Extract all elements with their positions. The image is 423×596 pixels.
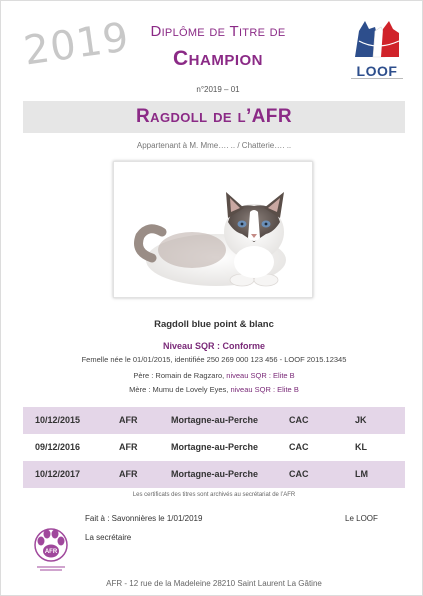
cat-name-title: Ragdoll de l’AFR: [136, 106, 292, 127]
afr-logo: [29, 521, 73, 573]
mother-name: Mère : Mumu de Lovely Eyes,: [129, 385, 231, 394]
result-club: AFR: [119, 442, 138, 452]
title-banner: [23, 101, 405, 133]
champion-title: Champion: [173, 47, 263, 70]
female-identification: Femelle née le 01/01/2015, identifiée 250 269 000 123 456 - LOOF 2015.12345: [81, 355, 347, 364]
father-sqr-level: niveau SQR : Elite B: [226, 371, 295, 380]
paw-icon: [29, 521, 73, 573]
table-row: [23, 434, 405, 461]
loof-logo: [349, 17, 405, 81]
table-row: [23, 461, 405, 488]
result-club: AFR: [119, 415, 138, 425]
result-title: CAC: [289, 415, 309, 425]
result-city: Mortagne-au-Perche: [171, 442, 259, 452]
father-name: Père : Romain de Ragzaro,: [133, 371, 227, 380]
mother-sqr-level: niveau SQR : Elite B: [230, 385, 299, 394]
result-date: 10/12/2015: [35, 415, 81, 425]
year-watermark: 2019: [21, 14, 133, 75]
result-date: 09/12/2016: [35, 442, 81, 452]
result-title: CAC: [289, 469, 309, 479]
father-line: [23, 371, 405, 380]
signature-place-date: Fait à : Savonnières le 1/01/2019: [85, 514, 203, 523]
result-title: CAC: [289, 442, 309, 452]
table-row: [23, 407, 405, 434]
afr-logo-text: AFR: [44, 549, 58, 555]
loof-signature-label: Le LOOF: [345, 514, 378, 523]
results-table: [23, 407, 405, 488]
archive-note: Les certificats des titres sont archivés au secrétariat de l’AFR: [132, 492, 296, 498]
result-judge: LM: [355, 469, 368, 479]
result-date: 10/12/2017: [35, 469, 81, 479]
secretary-label: La secrétaire: [85, 533, 132, 542]
footer-address: AFR - 12 rue de la Madeleine 28210 Saint Laurent La Gâtine: [106, 579, 322, 588]
sqr-level: Niveau SQR : Conforme: [162, 341, 265, 351]
loof-cat-icon: [349, 17, 405, 63]
result-city: Mortagne-au-Perche: [171, 415, 259, 425]
mother-line: [23, 385, 405, 394]
result-club: AFR: [119, 469, 138, 479]
result-judge: KL: [355, 442, 367, 452]
result-judge: JK: [355, 415, 367, 425]
ragdoll-cat-illustration: [114, 162, 313, 298]
breed-label: Ragdoll blue point & blanc: [154, 319, 274, 330]
loof-logo-text: LOOF: [356, 63, 398, 79]
diploma-title: Diplôme de Titre de: [150, 23, 286, 40]
owner-line: Appartenant à M. Mme…. .. / Chatterie…. ..: [136, 141, 292, 150]
cat-photo: [113, 161, 313, 298]
result-city: Mortagne-au-Perche: [171, 469, 259, 479]
loof-logo-rule: [351, 78, 403, 81]
diploma-number: n°2019 – 01: [196, 85, 240, 94]
